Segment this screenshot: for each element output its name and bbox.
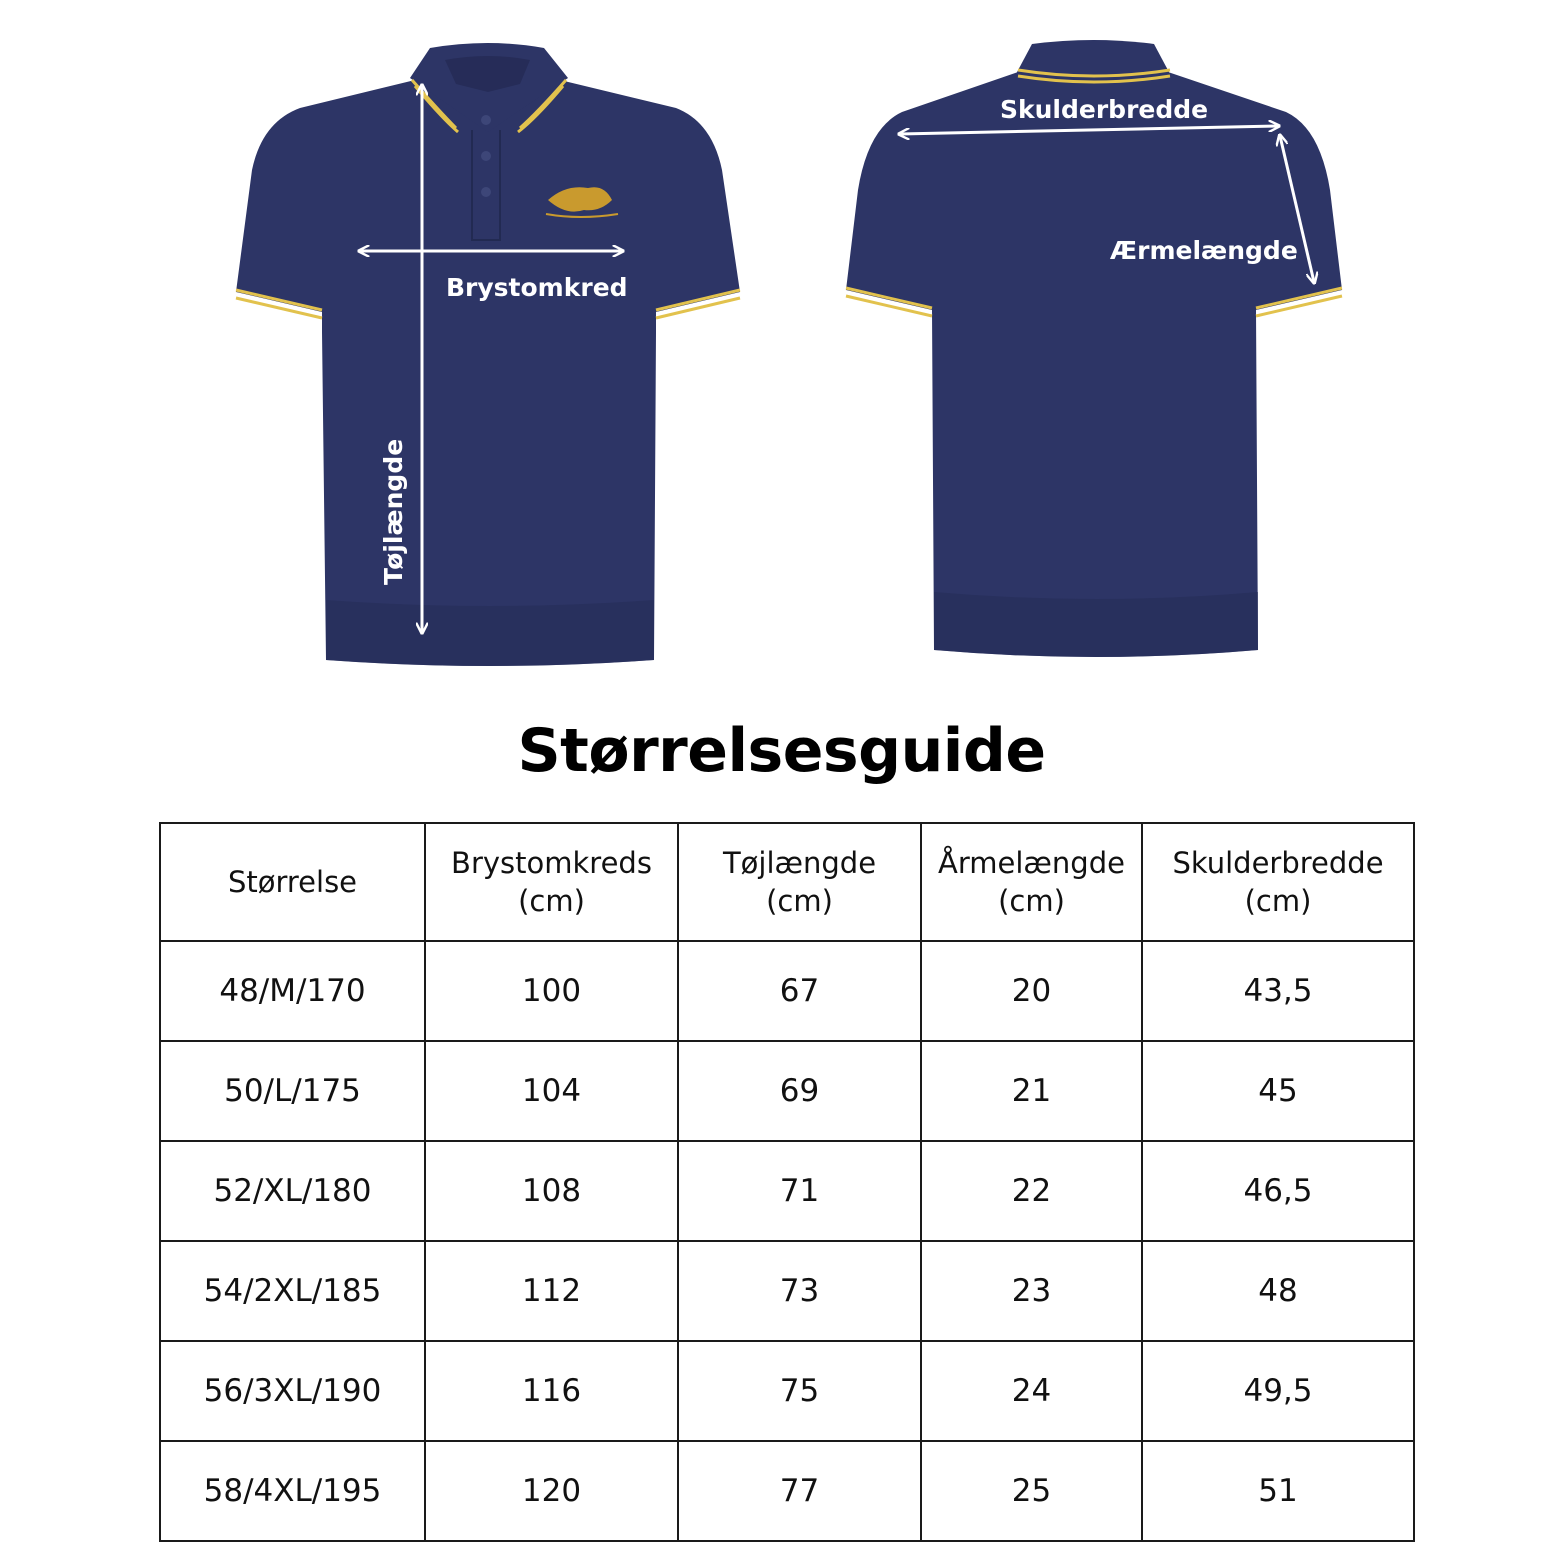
header-sleeve: Årmelængde (cm) [921, 823, 1142, 941]
table-cell: 54/2XL/185 [160, 1241, 425, 1341]
table-cell: 69 [678, 1041, 921, 1141]
table-row [160, 1441, 1414, 1541]
table-cell: 43,5 [1142, 941, 1414, 1041]
shirt-illustration-svg [0, 0, 1563, 700]
table-cell: 50/L/175 [160, 1041, 425, 1141]
header-length: Tøjlængde (cm) [678, 823, 921, 941]
table-cell: 52/XL/180 [160, 1141, 425, 1241]
table-cell: 25 [921, 1441, 1142, 1541]
header-size: Størrelse [160, 823, 425, 941]
table-cell: 48/M/170 [160, 941, 425, 1041]
size-table [159, 822, 1415, 1542]
table-row [160, 1141, 1414, 1241]
table-cell: 46,5 [1142, 1141, 1414, 1241]
table-cell: 21 [921, 1041, 1142, 1141]
table-cell: 51 [1142, 1441, 1414, 1541]
table-row [160, 1241, 1414, 1341]
table-cell: 112 [425, 1241, 678, 1341]
table-cell: 49,5 [1142, 1341, 1414, 1441]
header-chest: Brystomkreds (cm) [425, 823, 678, 941]
front-shirt [236, 43, 740, 666]
table-cell: 73 [678, 1241, 921, 1341]
shoulder-label: Skulderbredde [1000, 95, 1209, 124]
table-cell: 104 [425, 1041, 678, 1141]
table-cell: 48 [1142, 1241, 1414, 1341]
chest-label: Brystomkred [446, 273, 628, 302]
table-cell: 58/4XL/195 [160, 1441, 425, 1541]
table-cell: 100 [425, 941, 678, 1041]
length-label: Tøjlængde [379, 438, 408, 585]
table-cell: 71 [678, 1141, 921, 1241]
sleeve-label: Ærmelængde [1110, 236, 1298, 265]
table-cell: 120 [425, 1441, 678, 1541]
table-cell: 22 [921, 1141, 1142, 1241]
table-cell: 45 [1142, 1041, 1414, 1141]
header-shoulder: Skulderbredde (cm) [1142, 823, 1414, 941]
table-cell: 75 [678, 1341, 921, 1441]
table-cell: 23 [921, 1241, 1142, 1341]
size-guide-title: Størrelsesguide [517, 716, 1046, 786]
table-row [160, 1041, 1414, 1141]
table-cell: 67 [678, 941, 921, 1041]
table-cell: 20 [921, 941, 1142, 1041]
table-cell: 116 [425, 1341, 678, 1441]
table-cell: 77 [678, 1441, 921, 1541]
table-cell: 24 [921, 1341, 1142, 1441]
table-row [160, 941, 1414, 1041]
shirt-illustrations [0, 0, 1563, 700]
table-row [160, 1341, 1414, 1441]
table-cell: 56/3XL/190 [160, 1341, 425, 1441]
table-cell: 108 [425, 1141, 678, 1241]
table-header-row [160, 823, 1414, 941]
